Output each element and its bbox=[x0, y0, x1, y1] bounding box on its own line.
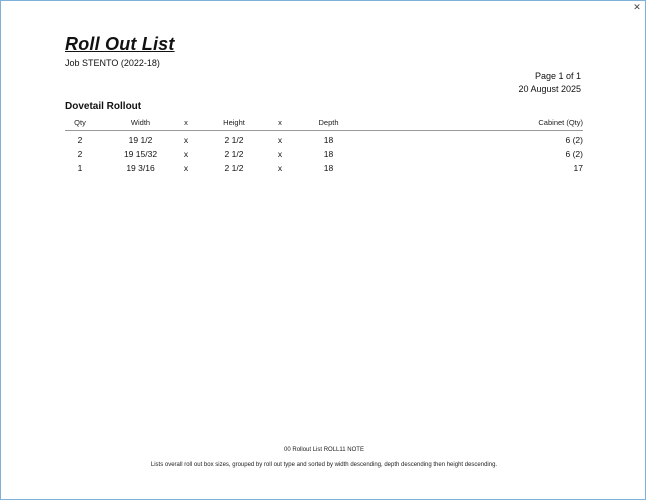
cell-depth: 18 bbox=[323, 135, 334, 145]
cell-qty: 2 bbox=[77, 135, 83, 145]
cell-qty: 1 bbox=[77, 163, 83, 173]
cell-cabinet: 17 bbox=[573, 163, 583, 173]
cell-height: 2 1/2 bbox=[224, 163, 244, 173]
page-number: Page 1 of 1 bbox=[534, 71, 581, 81]
rollout-table bbox=[65, 116, 583, 175]
footer-note: 00 Rollout List ROLL11 NOTE bbox=[284, 447, 364, 453]
report-title: Roll Out List bbox=[65, 34, 175, 54]
close-icon[interactable]: ✕ bbox=[633, 2, 641, 12]
cell-x: x bbox=[277, 149, 283, 159]
cell-cabinet: 6 (2) bbox=[565, 135, 583, 145]
header-qty: Qty bbox=[74, 118, 86, 127]
table-row bbox=[65, 161, 583, 175]
cell-height: 2 1/2 bbox=[224, 149, 244, 159]
header-height: Height bbox=[223, 118, 245, 127]
page-info bbox=[518, 70, 581, 96]
table-row bbox=[65, 133, 583, 147]
cell-qty: 2 bbox=[77, 149, 83, 159]
cell-width: 19 3/16 bbox=[126, 163, 155, 173]
cell-width: 19 15/32 bbox=[123, 149, 158, 159]
job-name: Job STENTO (2022-18) bbox=[65, 58, 160, 68]
table-header bbox=[65, 116, 583, 131]
cell-x: x bbox=[277, 135, 283, 145]
cell-x: x bbox=[183, 149, 189, 159]
footer-description: Lists overall roll out box sizes, grouped by roll out type and sorted by width descending, depth descending then height descending. bbox=[150, 462, 498, 468]
table-row bbox=[65, 147, 583, 161]
cell-depth: 18 bbox=[323, 163, 334, 173]
header-depth: Depth bbox=[318, 118, 339, 127]
header-x-separator: x bbox=[278, 118, 282, 127]
cell-x: x bbox=[183, 163, 189, 173]
cell-x: x bbox=[183, 135, 189, 145]
table-body bbox=[65, 133, 583, 175]
cell-height: 2 1/2 bbox=[224, 135, 244, 145]
header-width: Width bbox=[130, 118, 151, 127]
cell-width: 19 1/2 bbox=[128, 135, 153, 145]
header-x-separator: x bbox=[184, 118, 188, 127]
cell-x: x bbox=[277, 163, 283, 173]
cell-depth: 18 bbox=[323, 149, 334, 159]
report-date: 20 August 2025 bbox=[518, 84, 581, 94]
header-cabinet: Cabinet (Qty) bbox=[538, 118, 583, 127]
cell-cabinet: 6 (2) bbox=[565, 149, 583, 159]
section-title: Dovetail Rollout bbox=[65, 101, 142, 112]
